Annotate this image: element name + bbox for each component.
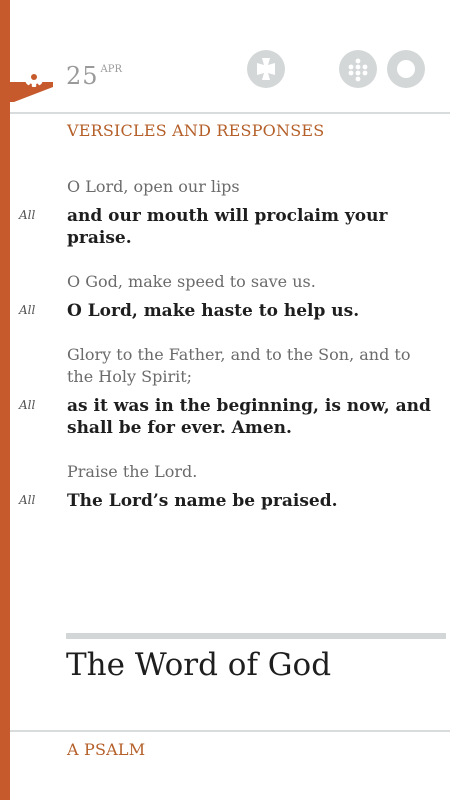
section-divider-thick — [66, 633, 446, 639]
versicle-3: Glory to the Father, and to the Son, and to the Holy Spirit; — [67, 345, 411, 386]
gear-icon — [24, 67, 44, 87]
psalm-divider — [10, 730, 450, 732]
record-button[interactable] — [387, 50, 425, 88]
all-label-2: All — [19, 303, 36, 317]
cross-icon — [247, 50, 285, 88]
all-label-3: All — [19, 398, 36, 412]
date-display — [66, 62, 122, 90]
header-divider — [10, 112, 450, 114]
all-label-1: All — [19, 208, 36, 222]
response-4: The Lord’s name be praised. — [67, 491, 338, 511]
date-month: APR — [100, 64, 123, 75]
grid-button[interactable] — [339, 50, 377, 88]
versicle-1: O Lord, open our lips — [67, 177, 240, 196]
section-heading-psalm: A PSALM — [67, 740, 146, 759]
response-2: O Lord, make haste to help us. — [67, 301, 360, 321]
section-title-word-of-god: The Word of God — [66, 647, 332, 683]
response-3: as it was in the beginning, is now, and shall be for ever. Amen. — [67, 396, 431, 438]
cross-button[interactable] — [247, 50, 285, 88]
all-label-4: All — [19, 493, 36, 507]
settings-button[interactable] — [0, 0, 53, 102]
accent-sidebar-bar — [0, 0, 10, 800]
versicle-2: O God, make speed to save us. — [67, 272, 316, 291]
record-icon — [387, 50, 425, 88]
grid-icon — [339, 50, 377, 88]
versicle-4: Praise the Lord. — [67, 462, 198, 481]
settings-tab-shape — [0, 0, 53, 102]
date-day: 25 — [66, 62, 99, 90]
section-heading-versicles: VERSICLES AND RESPONSES — [67, 121, 325, 140]
response-1: and our mouth will proclaim your praise. — [67, 206, 388, 248]
